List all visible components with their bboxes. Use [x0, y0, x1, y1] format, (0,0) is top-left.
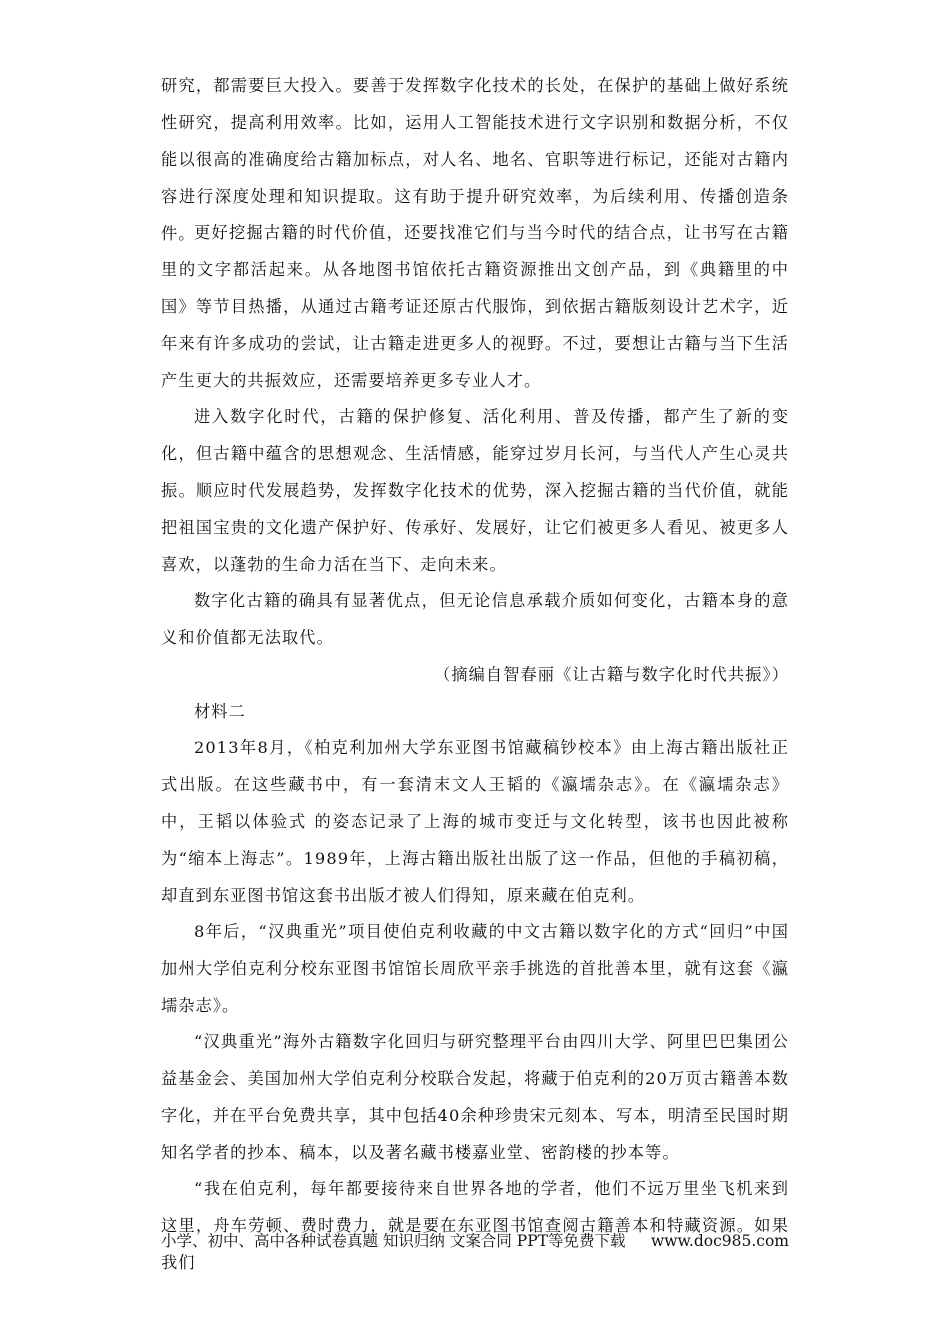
paragraph: “汉典重光”海外古籍数字化回归与研究整理平台由四川大学、阿里巴巴集团公益基金会、美国加州大学伯克利分校联合发起，将藏于伯克利的20万页古籍善本数字化，并在平台免费共享，其中包括40余种珍贵宋元刻本、写本，明清至民国时期知名学者的抄本、稿本，以及著名藏书楼嘉业堂、密韵楼的抄本等。: [161, 1032, 789, 1162]
paragraph: 8年后，“汉典重光”项目使伯克利收藏的中文古籍以数字化的方式“回归”中国加州大学伯克利分校东亚图书馆馆长周欣平亲手挑选的首批善本里，就有这套《瀛壖杂志》。: [161, 922, 789, 1015]
paragraph: 进入数字化时代，古籍的保护修复、活化利用、普及传播，都产生了新的变化，但古籍中蕴含的思想观念、生活情感，能穿过岁月长河，与当代人产生心灵共振。顺应时代发展趋势，发挥数字化技术的优势，深入挖掘古籍的当代价值，就能把祖国宝贵的文化遗产保护好、传承好、发展好，让它们被更多人看见、被更多人喜欢，以蓬勃的生命力活在当下、走向未来。: [161, 407, 789, 574]
source-citation: （摘编自智春丽《让古籍与数字化时代共振》）: [434, 665, 789, 684]
paragraph: 2013年8月，《柏克利加州大学东亚图书馆藏稿钞校本》由上海古籍出版社正式出版。在这些藏书中，有一套清末文人王韬的《瀛壖杂志》。在《瀛壖杂志》中，王韬以体验式 的姿态记录了上海的城市变迁与文化转型，该书也因此被称为“缩本上海志”。1989年，上海古籍出版社出版了这一作品，但他的手稿初稿，却直到东亚图书馆这套书出版才被人们得知，原来藏在伯克利。: [161, 738, 789, 905]
section-heading: 材料二: [194, 702, 246, 721]
paragraph-continued: 研究，都需要巨大投入。要善于发挥数字化技术的长处，在保护的基础上做好系统性研究，提高利用效率。比如，运用人工智能技术进行文字识别和数据分析，不仅能以很高的准确度给古籍加标点，对人名、地名、官职等进行标记，还能对古籍内容进行深度处理和知识提取。这有助于提升研究效率，为后续利用、传播创造条件。: [161, 76, 789, 243]
footer-website: www.doc985.com: [650, 1232, 789, 1250]
page-footer: [161, 1228, 789, 1254]
paragraph: 数字化古籍的确具有显著优点，但无论信息承载介质如何变化，古籍本身的意义和价值都无法取代。: [161, 591, 789, 647]
paragraph: 更好挖掘古籍的时代价值，还要找准它们与当今时代的结合点，让书写在古籍里的文字都活起来。从各地图书馆依托古籍资源推出文创产品，到《典籍里的中国》等节目热播，从通过古籍考证还原古代服饰，到依据古籍版刻设计艺术字，近年来有许多成功的尝试，让古籍走进更多人的视野。不过，要想让古籍与当下生活产生更大的共振效应，还需要培养更多专业人才。: [161, 223, 789, 390]
paragraph: “我在伯克利，每年都要接待来自世界各地的学者，他们不远万里坐飞机来到这里，舟车劳顿、费时费力，就是要在东亚图书馆查阅古籍善本和特藏资源。如果我们: [161, 1179, 789, 1272]
footer-text: 小学、初中、高中各种试卷真题 知识归纳 文案合同 PPT等免费下载: [161, 1232, 626, 1250]
